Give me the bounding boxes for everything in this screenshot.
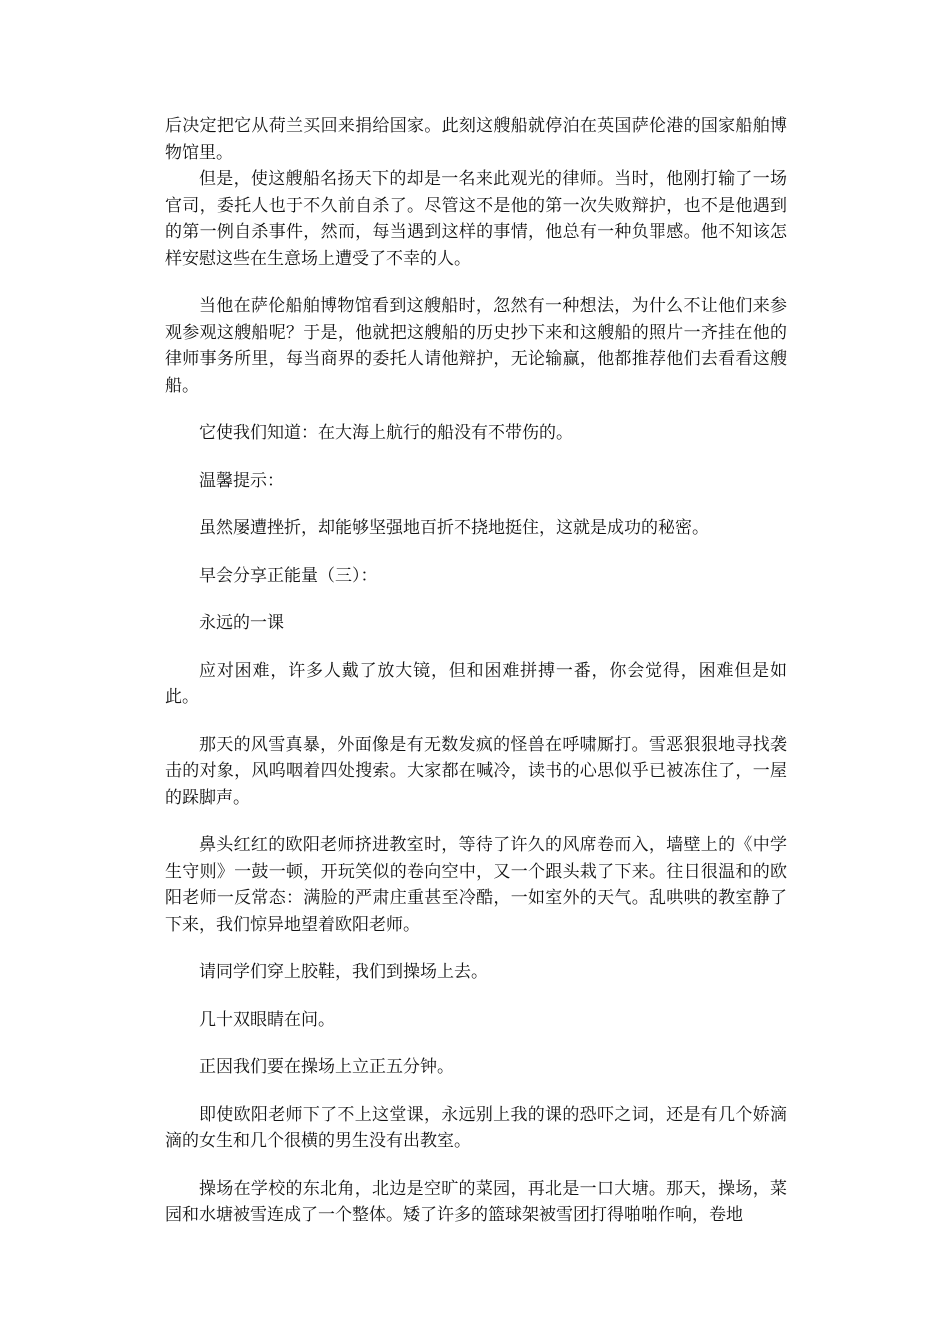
section-heading: 早会分享正能量（三）： [199,565,378,586]
paragraph-15: 即使欧阳老师下了不上这堂课，永远别上我的课的恐吓之词，还是有几个娇滴滴的女生和几个很横的男生没有出教室。 [165,1104,787,1151]
paragraph-1: 后决定把它从荷兰买回来捐给国家。此刻这艘船就停泊在英国萨伦港的国家船舶博物馆里。 [165,116,787,163]
paragraph-16: 操场在学校的东北角，北边是空旷的菜园，再北是一口大塘。那天，操场，菜园和水塘被雪连成了一个整体。矮了许多的篮球架被雪团打得啪啪作响，卷地 [165,1178,787,1225]
paragraph-10: 那天的风雪真暴，外面像是有无数发疯的怪兽在呼啸厮打。雪恶狠狠地寻找袭击的对象，风呜咽着四处搜索。大家都在喊冷，读书的心思似乎已被冻住了，一屋的跺脚声。 [165,734,787,808]
paragraph-13: 几十双眼睛在问。 [199,1009,335,1030]
paragraph-12: 请同学们穿上胶鞋，我们到操场上去。 [199,962,488,982]
paragraph-14: 正因我们要在操场上立正五分钟。 [199,1057,454,1077]
paragraph-4: 它使我们知道：在大海上航行的船没有不带伤的。 [199,423,573,443]
paragraph-3: 当他在萨伦船舶博物馆看到这艘船时，忽然有一种想法，为什么不让他们来参观参观这艘船呢？于是，他就把这艘船的历史抄下来和这艘船的照片一齐挂在他的律师事务所里，每当商界的委托人请他辩护，无论输赢，他都推荐他们去看看这艘船。 [165,296,787,396]
document-body [165,113,787,1229]
paragraph-6: 虽然屡遭挫折，却能够坚强地百折不挠地挺住，这就是成功的秘密。 [199,518,709,538]
paragraph-2: 但是，使这艘船名扬天下的却是一名来此观光的律师。当时，他刚打输了一场官司，委托人也于不久前自杀了。尽管这不是他的第一次失败辩护，也不是他遇到的第一例自杀事件，然而，每当遇到这样的事情，他总有一种负罪感。他不知该怎样安慰这些在生意场上遭受了不幸的人。 [165,169,787,269]
story-title: 永远的一课 [199,613,284,633]
paragraph-9: 应对困难，许多人戴了放大镜，但和困难拼搏一番，你会觉得，困难但是如此。 [165,660,787,707]
tip-heading: 温馨提示： [199,470,284,491]
paragraph-11: 鼻头红红的欧阳老师挤进教室时，等待了许久的风席卷而入，墙壁上的《中学生守则》一鼓一顿，开玩笑似的卷向空中，又一个跟头栽了下来。往日很温和的欧阳老师一反常态：满脸的严肃庄重甚至冷酷，一如室外的天气。乱哄哄的教室静了下来，我们惊异地望着欧阳老师。 [165,835,787,935]
